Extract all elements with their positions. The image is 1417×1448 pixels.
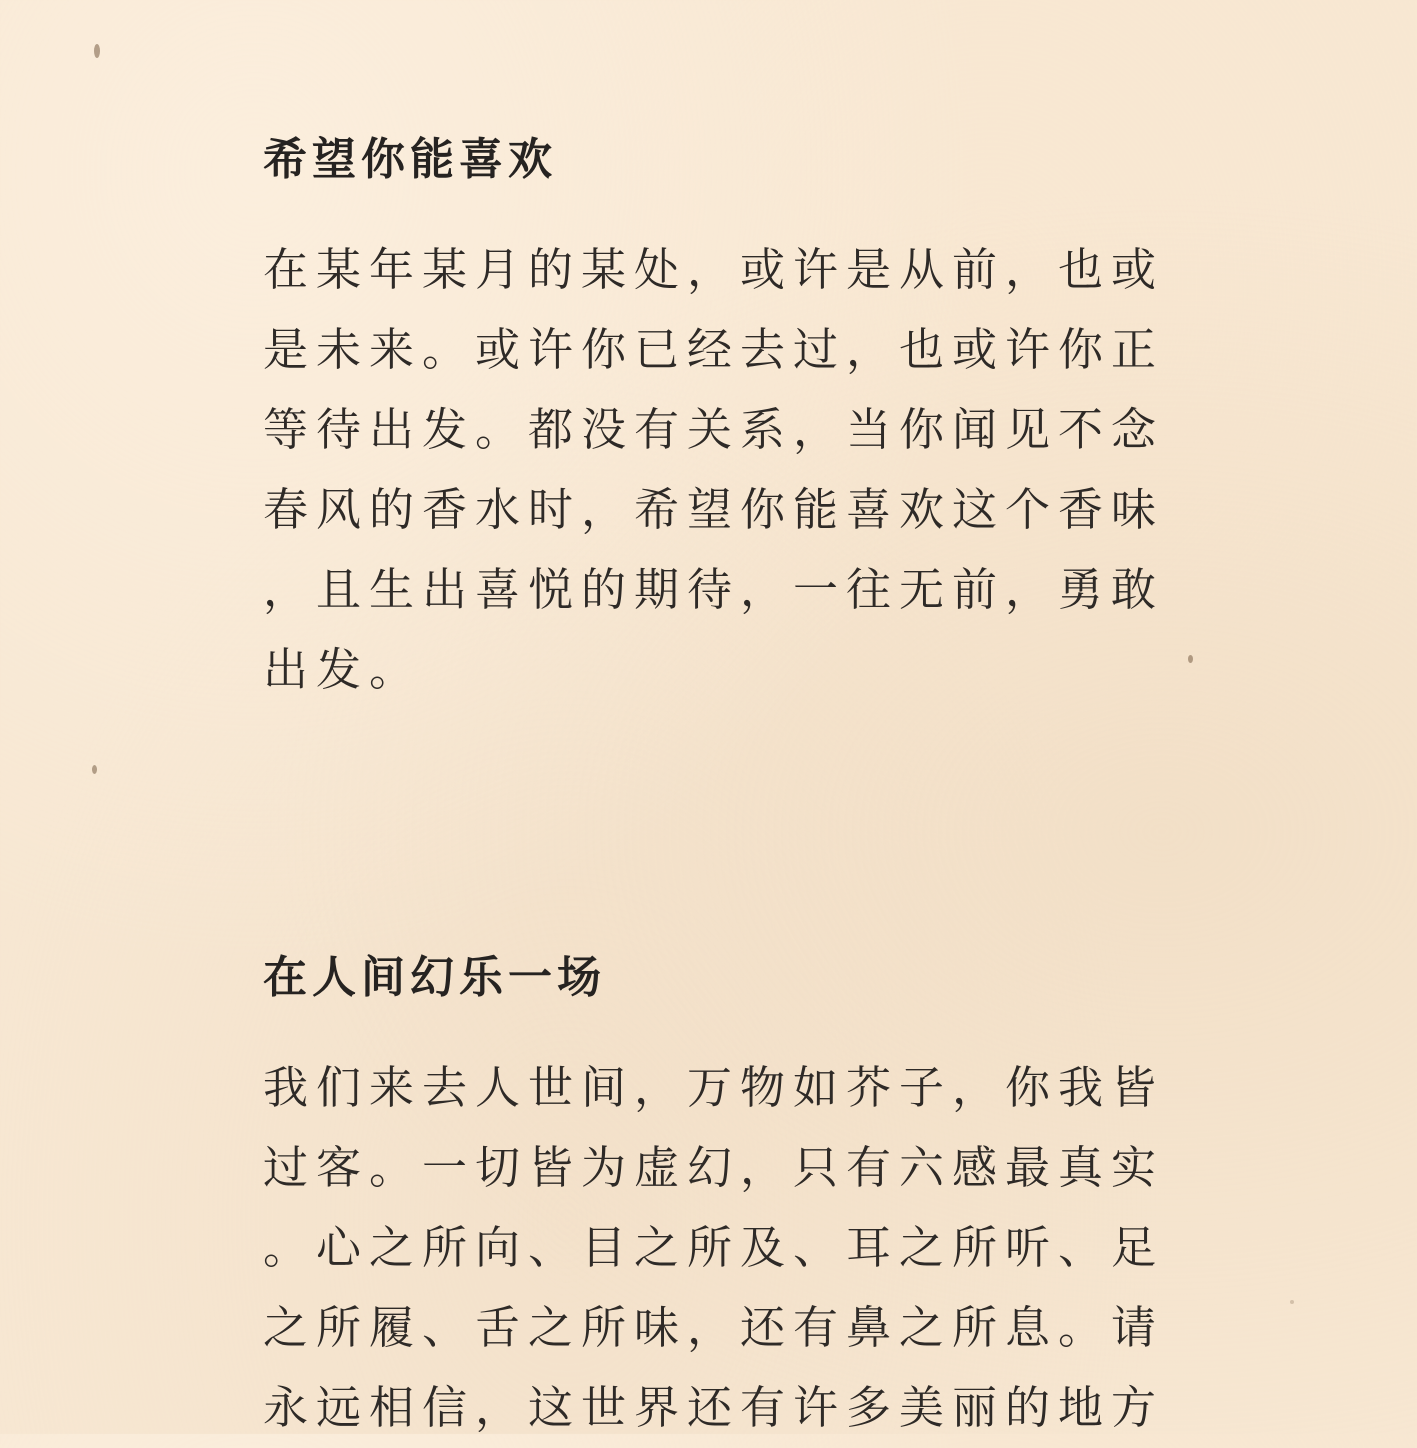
section-hope-you-like-it bbox=[263, 132, 1163, 710]
paper-speck bbox=[1188, 655, 1193, 663]
paragraph-line: 出发。 bbox=[263, 643, 423, 696]
paragraph-line: 。心之所向、目之所及、耳之所听、足 bbox=[263, 1221, 1165, 1274]
paragraph-line: ，且生出喜悦的期待，一往无前，勇敢 bbox=[263, 563, 1165, 616]
section-paragraph bbox=[263, 1048, 1163, 1448]
paragraph-line: 过客。一切皆为虚幻，只有六感最真实 bbox=[263, 1141, 1165, 1194]
paragraph-line: 之所履、舌之所味，还有鼻之所息。请 bbox=[263, 1301, 1165, 1354]
paragraph-line: 等待出发。都没有关系，当你闻见不念 bbox=[263, 403, 1165, 456]
paragraph-line: 我们来去人世间，万物如芥子，你我皆 bbox=[263, 1061, 1165, 1114]
section-title: 希望你能喜欢 bbox=[263, 134, 557, 185]
section-paragraph bbox=[263, 230, 1163, 710]
paper-speck bbox=[1290, 1300, 1294, 1304]
paragraph-line: 永远相信，这世界还有许多美丽的地方 bbox=[263, 1381, 1165, 1434]
paragraph-line: 是未来。或许你已经去过，也或许你正 bbox=[263, 323, 1165, 376]
paragraph-line: 春风的香水时，希望你能喜欢这个香味 bbox=[263, 483, 1165, 536]
section-joy-in-the-world bbox=[263, 950, 1163, 1448]
paper-speck bbox=[94, 44, 100, 58]
paragraph-line: 在某年某月的某处，或许是从前，也或 bbox=[263, 243, 1165, 296]
section-title: 在人间幻乐一场 bbox=[263, 952, 606, 1003]
paper-speck bbox=[92, 765, 97, 774]
